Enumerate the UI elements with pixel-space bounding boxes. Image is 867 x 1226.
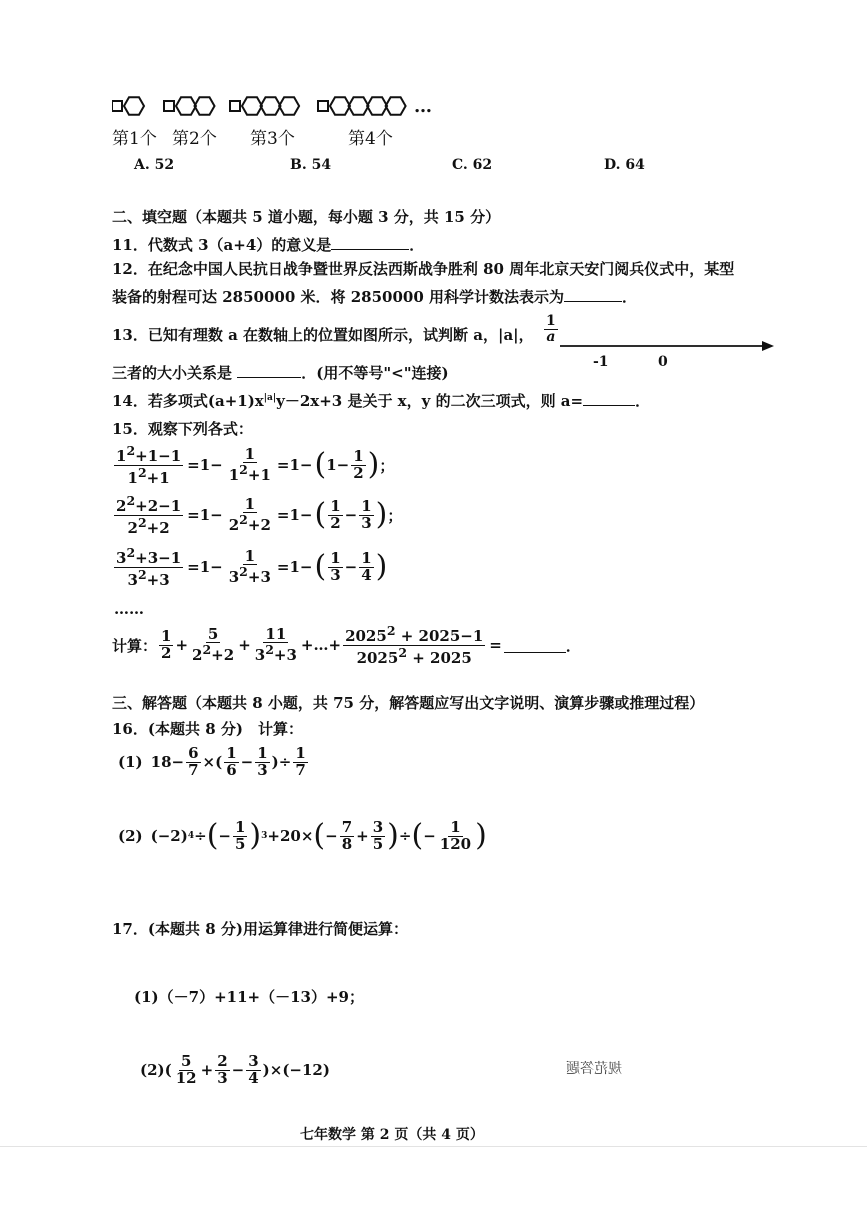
question-13-line2 <box>112 362 449 383</box>
q12-line1: 12．在纪念中国人民抗日战争暨世界反法西斯战争胜利 80 周年北京天安门阅兵仪式中，某型 <box>112 260 735 278</box>
numberline-label-neg1: -1 <box>593 354 609 370</box>
pattern-label-3: 第3个 <box>250 129 295 149</box>
section2-heading: 二、填空题（本题共 5 道小题，每小题 3 分，共 15 分） <box>112 208 501 226</box>
q13-frac-num: 1 <box>546 313 556 329</box>
q16-1-label: (1) <box>118 753 143 772</box>
pattern-hexagon <box>349 97 369 114</box>
pattern-hexagon <box>386 97 406 114</box>
pattern-hexagon <box>242 97 262 114</box>
q17-text: 17．(本题共 8 分)用运算律进行简便运算： <box>112 920 408 938</box>
q12-answer-blank[interactable] <box>564 287 622 302</box>
pattern-label-4: 第4个 <box>348 129 393 149</box>
q15-calc-label: 计算： <box>112 636 158 655</box>
pattern-hexagon <box>195 97 215 114</box>
q15-formula-1: $\frac{1^2+1-1}{1^2+1}$ =1− $\frac{1}{1^2+1}$ =1− ( 1− $\frac{1}{2}$ ) ； <box>116 443 395 487</box>
pattern-hexagon <box>279 97 299 114</box>
q15-answer-blank[interactable] <box>504 638 566 653</box>
q13-note: ．(用不等号"<"连接) <box>301 364 449 382</box>
q15-formula-3: $\frac{3^2+3-1}{3^2+3}$ =1− $\frac{1}{3^2+3}$ =1− ( $\frac{1}{3}$ − $\frac{1}{4}$ ) <box>116 545 388 589</box>
q15-formula-2: $\frac{2^2+2-1}{2^2+2}$ =1− $\frac{1}{2^2+2}$ =1− ( $\frac{1}{2}$ − $\frac{1}{3}$ ) ； <box>116 493 403 537</box>
q14-answer-blank[interactable] <box>583 391 635 406</box>
q11-text: 11．代数式 3（a+4）的意义是 <box>112 236 332 254</box>
section3-heading: 三、解答题（本题共 8 小题，共 75 分，解答题应写出文字说明、演算步骤或推理过程） <box>112 694 705 712</box>
pattern-square <box>230 101 240 111</box>
page-divider <box>0 1146 867 1147</box>
q16-2-label: (2) <box>118 827 143 846</box>
pattern-label-1: 第1个 <box>112 129 157 149</box>
q12-line2-text: 装备的射程可达 2850000 米．将 2850000 用科学计数法表示为 <box>112 288 565 306</box>
q13-line2-text: 三者的大小关系是 <box>112 364 233 382</box>
q14-rest: y－2x+3 是关于 x，y 的二次三项式，则 a= <box>276 392 584 410</box>
pattern-square <box>112 101 122 111</box>
q14-text: 14．若多项式(a+1)x <box>112 392 264 410</box>
q16-1: (1) 18− $\frac{6}{7}$ ×( $\frac{1}{6}$ − $\frac{1}{3}$ )÷ $\frac{1}{7}$ <box>118 744 306 779</box>
question-11: 11．代数式 3（a+4）的意义是 ． <box>112 236 425 254</box>
stamp-watermark: 规范答题 <box>566 1061 622 1077</box>
option-b: B. 54 <box>290 157 332 173</box>
q14-exponent: |a| <box>263 393 277 403</box>
q16-text: 16．(本题共 8 分) 计算： <box>112 720 303 738</box>
pattern-hexagon <box>367 97 387 114</box>
q15-calc: 计算： $\frac{1}{2}$ + $\frac{5}{2^2+2}$ + $\frac{11}{3^2+3}$ +…+ $\frac{2025^2 + 2025-1}{2025^2 + 2025}$ = ． <box>112 623 581 667</box>
q13-frac-den: a <box>546 328 556 345</box>
pattern-hexagon <box>124 97 144 114</box>
pattern-square <box>164 101 174 111</box>
q17-2-label: (2) <box>140 1061 165 1080</box>
option-c: C. 62 <box>452 157 493 173</box>
hexagon-pattern-figure <box>112 92 442 122</box>
q13-fraction <box>542 314 560 344</box>
pattern-square <box>318 101 328 111</box>
pattern-ellipsis: … <box>414 96 432 117</box>
pattern-hexagon <box>261 97 281 114</box>
q15-text: 15．观察下列各式： <box>112 420 253 438</box>
page-footer: 七年数学 第 2 页（共 4 页） <box>300 1127 484 1143</box>
q16-2: (2) (−2) 4 ÷ ( − $\frac{1}{5}$ ) 3 +20× ( − $\frac{7}{8}$ + $\frac{3}{5}$ ) ÷ ( − $\frac{1}{120}$ ) <box>118 818 487 854</box>
q13-line1: 13．已知有理数 a 在数轴上的位置如图所示，试判断 a，|a|， <box>112 326 534 344</box>
option-d: D. 64 <box>604 157 645 173</box>
question-14: 14．若多项式$(a+1)x^{|a|}y-2x+3$ 是关于 x，y 的二次三项式，则 a= ． <box>112 392 651 410</box>
q17-2: (2) ( $\frac{5}{12}$ + $\frac{2}{3}$ − $\frac{3}{4}$ )×(−12) <box>140 1052 330 1087</box>
number-line <box>560 336 774 356</box>
q17-1: (1)（－7）+11+（－13）+9； <box>134 988 364 1006</box>
question-12-line2: 装备的射程可达 2850000 米．将 2850000 用科学计数法表示为 ． <box>112 288 638 306</box>
q15-ellipsis: …… <box>114 600 144 618</box>
pattern-hexagon <box>330 97 350 114</box>
option-a: A. 52 <box>134 157 175 173</box>
q13-answer-blank[interactable] <box>237 363 301 378</box>
q11-answer-blank[interactable] <box>331 235 409 250</box>
pattern-hexagon <box>176 97 196 114</box>
pattern-label-2: 第2个 <box>172 129 217 149</box>
numberline-label-0: 0 <box>658 354 668 370</box>
